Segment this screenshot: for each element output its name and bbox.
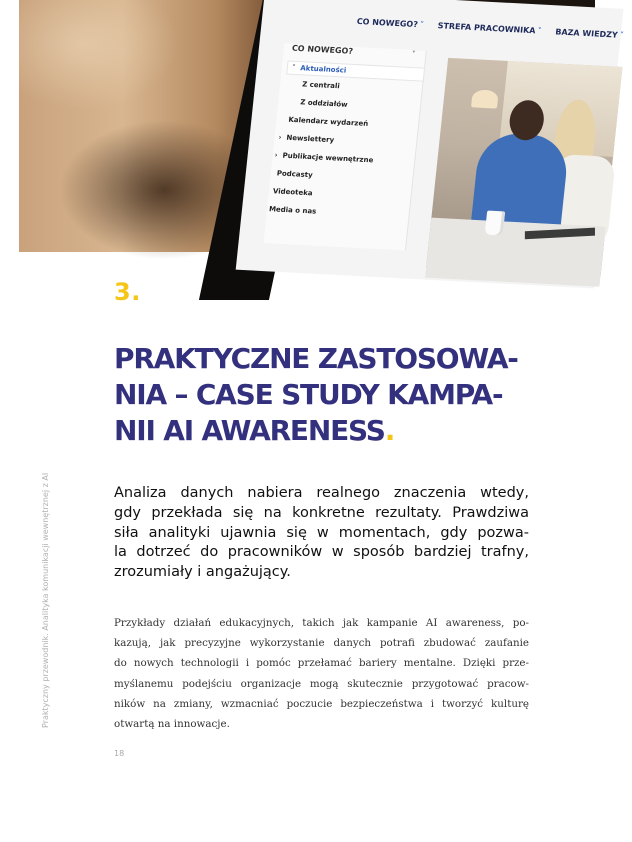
coffee-cup [485, 211, 505, 236]
title-line: NIA – CASE STUDY KAMPA- [114, 378, 503, 411]
body-line: kazują, jak precyzyjne wykorzystanie danych potrafi zbudować zaufanie [114, 637, 529, 650]
lead-line: zrozumiały i angażujący. [114, 564, 291, 581]
lamp [471, 89, 499, 108]
title-line: PRAKTYCZNE ZASTOSOWA- [114, 342, 518, 375]
nav-item-strefa-pracownika: STREFA PRACOWNIKA˅ [437, 21, 542, 36]
chapter-number: 3. [114, 278, 141, 306]
menu-item-media-o-nas: Media o nas [268, 205, 317, 216]
menu-item-newslettery: › Newslettery [278, 133, 335, 145]
menu-item-z-centrali: Z centrali [301, 80, 341, 91]
lead-line: siła analityki ujawnia się w momentach, gdy pozwa- [114, 524, 529, 541]
lead-paragraph [114, 484, 529, 583]
screen-top-nav [356, 17, 624, 40]
body-line: ników na zmiany, wzmacniać poczucie bezpieczeństwa i tworzyć kulturę [114, 697, 529, 710]
body-line: do nowych technologii i pomóc przełamać bariery mentalne. Dzięki prze- [114, 657, 529, 670]
body-line: otwartą na innowacje. [114, 718, 230, 731]
chapter-title [114, 341, 564, 449]
chevron-down-icon: ˅ [291, 63, 296, 72]
menu-item-publikacje: › Publikacje wewnętrzne [274, 151, 374, 165]
menu-item-aktualnosci: ˅ Aktualności [287, 62, 424, 81]
laptop-screen [236, 0, 624, 288]
menu-heading: CO NOWEGO? [291, 43, 354, 56]
hero-image [19, 0, 625, 252]
page-number: 18 [114, 749, 125, 758]
menu-item-kalendarz: Kalendarz wydarzeń [288, 115, 369, 128]
lead-line: gdy przekłada się na konkretne rezultaty. Prawdziwa [114, 504, 529, 521]
lead-line: Analiza danych nabiera realnego znaczenia wtedy, [114, 485, 529, 501]
nav-item-baza-wiedzy: BAZA WIEDZY˅ [554, 27, 625, 40]
title-line: NII AI AWARENESS. [114, 414, 395, 447]
menu-item-videoteka: Videoteka [272, 187, 313, 198]
body-line: myślanemu podejściu organizacje mogą skutecznie przygotować pracow- [114, 677, 529, 690]
chevron-down-icon: ˅ [410, 49, 416, 60]
side-caption: Praktyczny przewodnik. Analityka komunikacji wewnętrznej z AI [41, 472, 50, 728]
body-paragraph [114, 613, 529, 734]
lead-line: la dotrzeć do pracowników w sposób bardziej trafny, [114, 544, 529, 561]
chevron-right-icon: › [278, 133, 282, 142]
background-blur [19, 0, 179, 110]
screen-photo [426, 58, 622, 277]
nav-item-co-nowego: CO NOWEGO?˅ [356, 16, 425, 30]
menu-item-z-oddzialow: Z oddziałów [299, 98, 348, 109]
chevron-right-icon: › [274, 151, 279, 160]
screen-side-menu [264, 43, 427, 250]
title-accent-dot: . [384, 414, 395, 447]
body-line: Przykłady działań edukacyjnych, takich jak kampanie AI awareness, po- [114, 617, 529, 629]
menu-item-podcasty: Podcasty [276, 169, 313, 180]
